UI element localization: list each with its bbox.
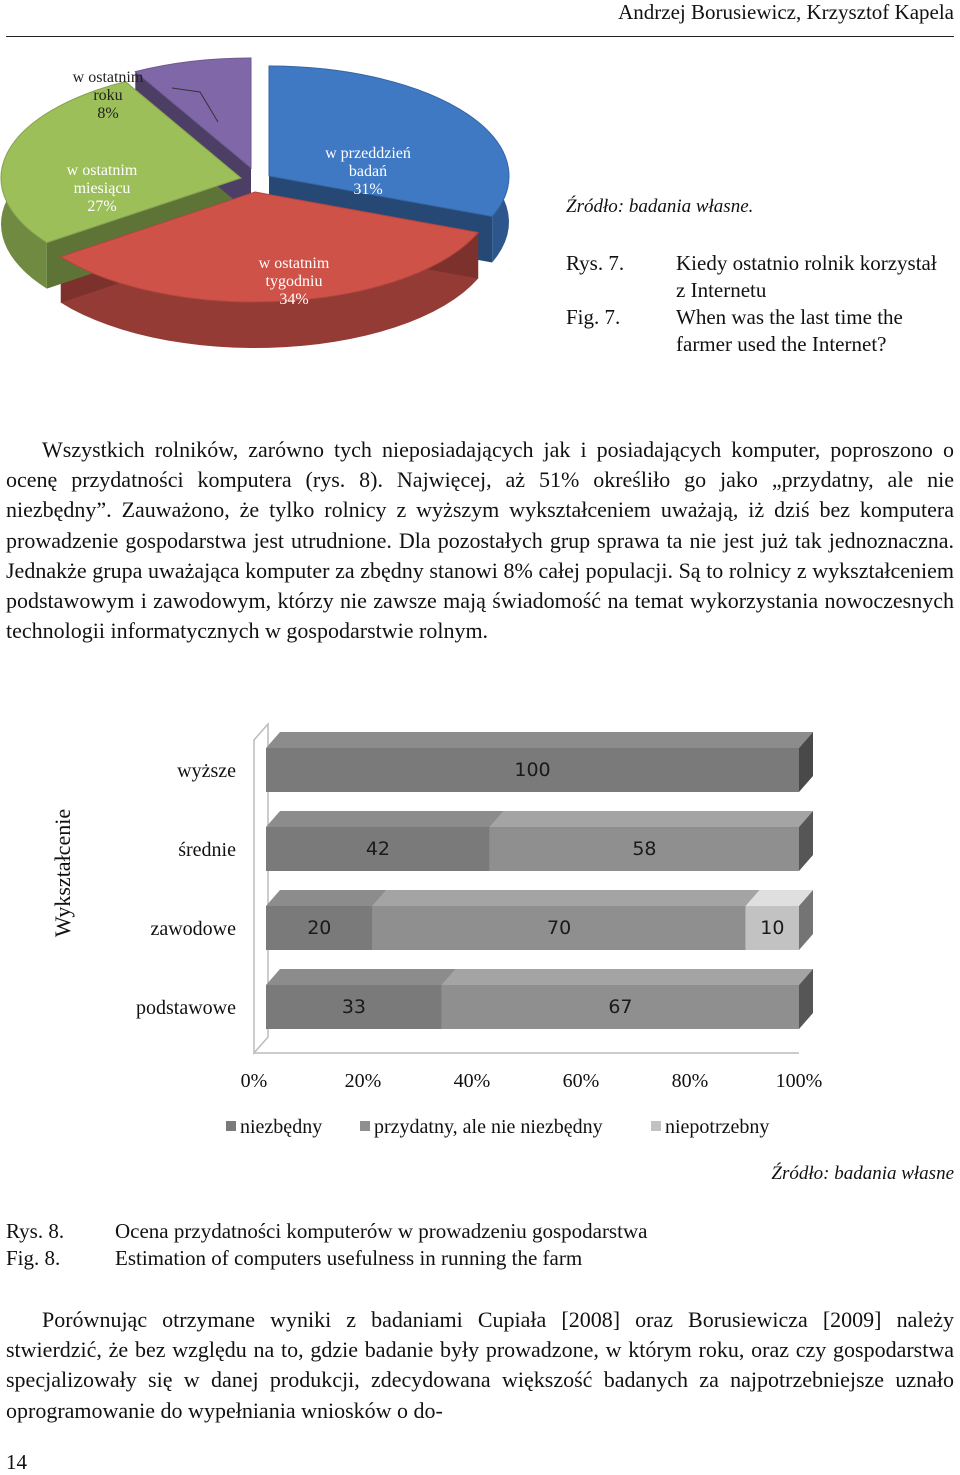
legend-swatch bbox=[226, 1121, 236, 1131]
bar-segment-top bbox=[266, 890, 387, 906]
x-tick-label: 0% bbox=[240, 1070, 268, 1092]
bar-data-label: 33 bbox=[341, 996, 367, 1018]
legend-label: przydatny, ale nie niezbędny bbox=[374, 1116, 603, 1138]
bar-data-label: 20 bbox=[307, 917, 332, 939]
bar-segment-top bbox=[266, 811, 504, 827]
figure8-caption-en-text: Estimation of computers usefulness in running the farm bbox=[115, 1246, 583, 1270]
bar-data-label: 10 bbox=[760, 917, 785, 939]
page-number: 14 bbox=[6, 1450, 27, 1474]
figure7-source: Źródło: badania własne. bbox=[566, 196, 754, 217]
figure8-caption-pl-label: Rys. 8. bbox=[6, 1219, 65, 1243]
category-label: zawodowe bbox=[150, 918, 236, 940]
pie-slice-label: w ostatnim miesiącu 27% bbox=[66, 162, 138, 215]
y-axis-title: Wykształcenie bbox=[50, 808, 75, 938]
legend-swatch bbox=[651, 1121, 661, 1131]
bar-segment-top bbox=[442, 969, 813, 985]
bar-data-label: 100 bbox=[514, 759, 551, 781]
bar-data-label: 67 bbox=[608, 996, 633, 1018]
pie-chart bbox=[0, 40, 560, 410]
legend-swatch bbox=[360, 1121, 370, 1131]
figure8-caption-pl-text: Ocena przydatności komputerów w prowadzeniu gospodarstwa bbox=[115, 1219, 648, 1243]
figure7-caption-en-text: When was the last time the farmer used the Internet? bbox=[676, 305, 903, 356]
category-label: średnie bbox=[178, 839, 236, 861]
bar-data-label: 42 bbox=[365, 838, 391, 860]
pie-slice-label: w ostatnim tygodniu 34% bbox=[258, 255, 330, 308]
bar-segment-top bbox=[266, 732, 813, 748]
bar-segment-top bbox=[266, 969, 456, 985]
figure7-caption bbox=[566, 250, 941, 358]
x-tick-label: 40% bbox=[453, 1070, 491, 1092]
x-tick-label: 80% bbox=[671, 1070, 709, 1092]
figure7-caption-en-label: Fig. 7. bbox=[566, 305, 621, 329]
bar-segment-top bbox=[373, 890, 760, 906]
x-tick-label: 20% bbox=[344, 1070, 382, 1092]
category-label: podstawowe bbox=[136, 997, 236, 1019]
bar-chart bbox=[0, 700, 960, 1150]
bar-data-label: 58 bbox=[632, 838, 657, 860]
pie-slice-label: w przeddzień badań 31% bbox=[325, 145, 411, 198]
bar-segment-top bbox=[490, 811, 813, 827]
legend-label: niezbędny bbox=[240, 1116, 323, 1138]
body-paragraph-1: Wszystkich rolników, zarówno tych nieposiadających jak i posiadających komputer, poproszono o ocenę przydatności komputera (rys. 8). Najwięcej, aż 51% określiło go jako „przydatny, ale nie niezbędny”. Zauważono, że tylko rolnicy z wyższym wykształceniem uważają, iż dziś bez komputera prowadzenie gospodarstwa jest utrudnione. Dla pozostałych grup sprawa ta nie jest już tak jednoznaczna. Jednakże grupa uważająca komputer za zbędny stanowi 8% całej populacji. Są to rolnicy z wykształceniem podstawowym i zawodowym, którzy nie zawsze mają świadomość na temat wykorzystania nowoczesnych technologii informatycznych w gospodarstwie rolnym. bbox=[6, 437, 954, 644]
figure8-caption-en-label: Fig. 8. bbox=[6, 1246, 61, 1270]
figure8-source: Źródło: badania własne bbox=[771, 1163, 954, 1184]
body-paragraph-2: Porównując otrzymane wyniki z badaniami Cupiała [2008] oraz Borusiewicza [2009] należy stwierdzić, że bez względu na to, gdzie badanie były prowadzone, w którym roku, oraz czy gospodarstwa specjalizowały się w danej produkcji, zdecydowana większość badanych za najpotrzebniejsze uznało oprogramowanie do wypełniania wniosków o do- bbox=[6, 1307, 954, 1423]
pie-slice-label: w ostatnim roku 8% bbox=[72, 69, 144, 122]
figure7-caption-pl-text: Kiedy ostatnio rolnik korzystał z Internetu bbox=[676, 251, 937, 302]
category-label: wyższe bbox=[177, 760, 236, 782]
figure8-caption bbox=[6, 1218, 647, 1272]
x-tick-label: 100% bbox=[775, 1070, 823, 1092]
x-tick-label: 60% bbox=[562, 1070, 600, 1092]
bar-data-label: 70 bbox=[547, 917, 572, 939]
running-header: Andrzej Borusiewicz, Krzysztof Kapela bbox=[618, 0, 954, 24]
legend-label: niepotrzebny bbox=[665, 1116, 770, 1138]
figure7-caption-pl-label: Rys. 7. bbox=[566, 251, 625, 275]
chart-side-wall bbox=[254, 724, 268, 1053]
header-rule bbox=[6, 36, 954, 37]
